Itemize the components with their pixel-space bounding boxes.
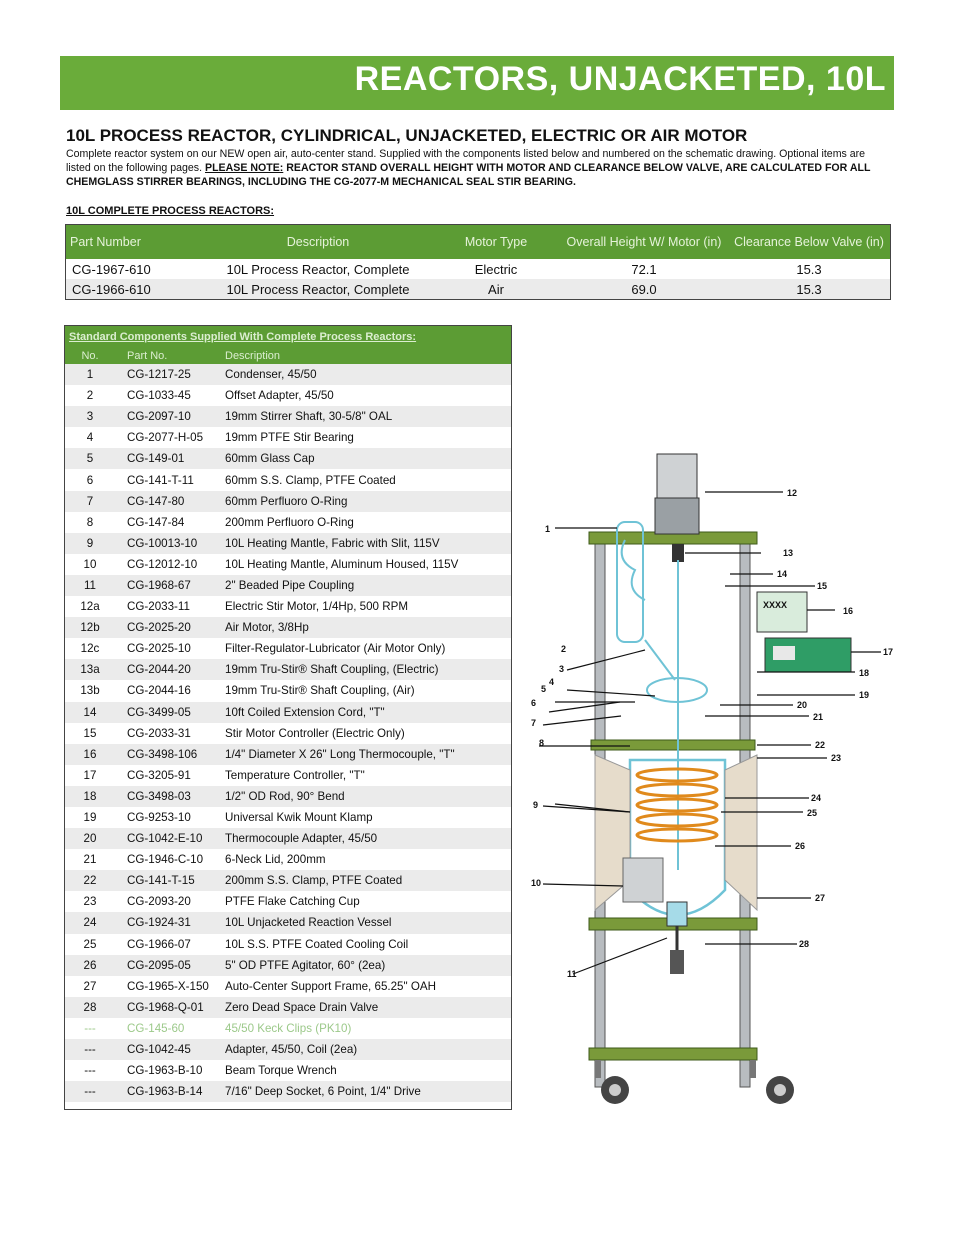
clearance: 15.3 bbox=[728, 279, 891, 300]
description: 60mm Glass Cap bbox=[221, 448, 511, 469]
table-row bbox=[65, 617, 511, 638]
table-row bbox=[65, 997, 511, 1018]
table-row bbox=[65, 723, 511, 744]
part-number: CG-3498-106 bbox=[115, 744, 221, 765]
part-number: CG-9253-10 bbox=[127, 811, 191, 825]
part-number: CG-12012-10 bbox=[127, 557, 198, 571]
callout-label: 8 bbox=[539, 738, 545, 748]
description: 200mm S.S. Clamp, PTFE Coated bbox=[221, 870, 511, 891]
description: 7/16" Deep Socket, 6 Point, 1/4" Drive bbox=[221, 1081, 511, 1102]
col-overall-height: Overall Height W/ Motor (in) bbox=[560, 225, 728, 260]
part-number: CG-1968-Q-01 bbox=[115, 997, 221, 1018]
item-number: 23 bbox=[83, 895, 97, 909]
description: Filter-Regulator-Lubricator (Air Motor Only) bbox=[225, 642, 446, 656]
part-number: CG-2095-05 bbox=[115, 955, 221, 976]
table-row bbox=[65, 976, 511, 997]
description: 10ft Coiled Extension Cord, "T" bbox=[221, 702, 511, 723]
item-number: 8 bbox=[86, 515, 94, 529]
callout-label: 15 bbox=[817, 581, 828, 591]
description: PTFE Flake Catching Cup bbox=[225, 895, 360, 909]
part-number: CG-1217-25 bbox=[115, 364, 221, 385]
item-number: 4 bbox=[86, 431, 94, 445]
controllers bbox=[757, 592, 854, 672]
item-number: 16 bbox=[65, 744, 115, 765]
description: Condenser, 45/50 bbox=[221, 364, 511, 385]
description: Thermocouple Adapter, 45/50 bbox=[221, 828, 511, 849]
callout-label: 28 bbox=[799, 939, 810, 949]
part-number: CG-1033-45 bbox=[127, 389, 191, 403]
complete-reactors-table bbox=[65, 224, 891, 300]
table-row bbox=[65, 912, 511, 933]
overall-height: 72.1 bbox=[560, 259, 728, 279]
part-number: CG-2044-16 bbox=[127, 684, 191, 698]
part-number: CG-1924-31 bbox=[115, 912, 221, 933]
heating-mantle bbox=[595, 755, 757, 910]
note-label: PLEASE NOTE: bbox=[205, 162, 284, 174]
table-row bbox=[65, 638, 511, 659]
part-number: CG-1966-610 bbox=[66, 279, 205, 300]
item-number: 12c bbox=[80, 642, 100, 656]
description: 60mm Perfluoro O-Ring bbox=[221, 491, 511, 512]
table-row bbox=[65, 828, 511, 849]
item-number: 9 bbox=[65, 533, 115, 554]
description: 19mm Tru-Stir® Shaft Coupling, (Electric) bbox=[221, 659, 511, 680]
components-caption: Standard Components Supplied With Complete Process Reactors: bbox=[65, 326, 511, 348]
table-row bbox=[65, 533, 511, 554]
description: 19mm PTFE Stir Bearing bbox=[225, 431, 354, 445]
item-number: 21 bbox=[83, 853, 97, 867]
callout-label: 9 bbox=[533, 800, 539, 810]
description: 10L Heating Mantle, Aluminum Housed, 115V bbox=[225, 557, 459, 571]
description: Stir Motor Controller (Electric Only) bbox=[225, 726, 405, 740]
item-number: 3 bbox=[65, 406, 115, 427]
part-number: CG-10013-10 bbox=[115, 533, 221, 554]
components-table bbox=[65, 326, 511, 1102]
table-row bbox=[65, 680, 511, 701]
part-number: CG-2033-31 bbox=[127, 726, 191, 740]
callout-label: 3 bbox=[559, 664, 565, 674]
item-number: 19 bbox=[83, 811, 97, 825]
callout-label: 17 bbox=[883, 647, 894, 657]
stir-motor bbox=[655, 454, 699, 562]
part-number: CG-1946-C-10 bbox=[127, 853, 204, 867]
part-number: CG-1963-B-14 bbox=[115, 1081, 221, 1102]
description: Beam Torque Wrench bbox=[225, 1064, 337, 1078]
glassware bbox=[617, 522, 725, 915]
part-number: CG-2093-20 bbox=[127, 895, 191, 909]
table-row bbox=[65, 512, 511, 533]
part-number: CG-2025-10 bbox=[127, 642, 191, 656]
description: 1/2" OD Rod, 90° Bend bbox=[221, 786, 511, 807]
part-number: CG-1042-45 bbox=[115, 1039, 221, 1060]
table-row bbox=[65, 934, 511, 955]
description: Electric Stir Motor, 1/4Hp, 500 RPM bbox=[225, 600, 408, 614]
col-clearance: Clearance Below Valve (in) bbox=[728, 225, 891, 260]
motor-type: Electric bbox=[432, 259, 560, 279]
callout-label: 5 bbox=[541, 684, 547, 694]
table-row bbox=[65, 702, 511, 723]
table-row bbox=[66, 259, 891, 279]
item-number: 28 bbox=[65, 997, 115, 1018]
table-row bbox=[65, 744, 511, 765]
col-motor-type: Motor Type bbox=[432, 225, 560, 260]
banner-title: REACTORS, UNJACKETED, 10L bbox=[354, 60, 886, 98]
item-number: 22 bbox=[65, 870, 115, 891]
part-number: CG-141-T-11 bbox=[127, 473, 194, 487]
description: 2" Beaded Pipe Coupling bbox=[221, 575, 511, 596]
part-number: CG-2077-H-05 bbox=[127, 431, 204, 445]
description: 10L S.S. PTFE Coated Cooling Coil bbox=[225, 937, 409, 951]
callout-label: 20 bbox=[797, 700, 808, 710]
item-number: 26 bbox=[65, 955, 115, 976]
callout-label: 10 bbox=[531, 878, 542, 888]
part-number: CG-2097-10 bbox=[115, 406, 221, 427]
description: Universal Kwik Mount Klamp bbox=[225, 811, 373, 825]
reactor-schematic bbox=[525, 440, 900, 1120]
item-number: 2 bbox=[86, 389, 94, 403]
table-row bbox=[65, 955, 511, 976]
part-number: CG-3205-91 bbox=[127, 768, 191, 782]
description: Adapter, 45/50, Coil (2ea) bbox=[221, 1039, 511, 1060]
callout-label: 24 bbox=[811, 793, 822, 803]
table-row bbox=[65, 786, 511, 807]
table-row bbox=[65, 575, 511, 596]
part-number: CG-147-84 bbox=[127, 515, 185, 529]
callout-label: 18 bbox=[859, 668, 870, 678]
table-row bbox=[65, 1018, 511, 1039]
callout-label: 13 bbox=[783, 548, 794, 558]
item-number: 27 bbox=[83, 979, 97, 993]
description: 45/50 Keck Clips (PK10) bbox=[225, 1021, 352, 1035]
table-row bbox=[65, 406, 511, 427]
callout-label: 1 bbox=[545, 524, 551, 534]
part-number: CG-1966-07 bbox=[127, 937, 191, 951]
motor-type: Air bbox=[432, 279, 560, 300]
description: Air Motor, 3/8Hp bbox=[221, 617, 511, 638]
callout-label: 23 bbox=[831, 753, 842, 763]
part-number: CG-2025-20 bbox=[115, 617, 221, 638]
table-row bbox=[65, 765, 511, 786]
item-number: 11 bbox=[65, 575, 115, 596]
table-row bbox=[65, 891, 511, 912]
callouts bbox=[531, 488, 893, 979]
callout-label: 16 bbox=[843, 606, 854, 616]
part-number: CG-2044-20 bbox=[115, 659, 221, 680]
part-number: CG-141-T-15 bbox=[115, 870, 221, 891]
callout-label: 27 bbox=[815, 893, 826, 903]
table-row bbox=[65, 870, 511, 891]
col-description: Description bbox=[221, 348, 511, 364]
controller-display: XXXX bbox=[763, 600, 788, 610]
item-number: 20 bbox=[65, 828, 115, 849]
callout-label: 6 bbox=[531, 698, 537, 708]
description: Auto-Center Support Frame, 65.25" OAH bbox=[225, 979, 436, 993]
description: 200mm Perfluoro O-Ring bbox=[225, 515, 354, 529]
table-row bbox=[65, 1060, 511, 1081]
item-number: --- bbox=[84, 1064, 96, 1078]
callout-label: 4 bbox=[549, 677, 555, 687]
item-number: 12b bbox=[65, 617, 115, 638]
overall-height: 69.0 bbox=[560, 279, 728, 300]
item-number: 6 bbox=[86, 473, 94, 487]
complete-reactors-heading: 10L COMPLETE PROCESS REACTORS: bbox=[66, 205, 275, 217]
description: 1/4" Diameter X 26" Long Thermocouple, "T" bbox=[221, 744, 511, 765]
col-part-number: Part Number bbox=[66, 225, 205, 260]
description: 10L Unjacketed Reaction Vessel bbox=[221, 912, 511, 933]
part-number: CG-3499-05 bbox=[115, 702, 221, 723]
col-no: No. bbox=[65, 348, 115, 364]
item-number: 12a bbox=[80, 600, 100, 614]
description: 10L Process Reactor, Complete bbox=[204, 259, 432, 279]
description: 10L Process Reactor, Complete bbox=[204, 279, 432, 300]
table-row bbox=[65, 1039, 511, 1060]
intro-text: Complete reactor system on our NEW open air, auto-center stand. Supplied with the components listed below and numbered on the schematic drawing. Optional items are listed on the following pages. bbox=[66, 148, 866, 174]
description: Zero Dead Space Drain Valve bbox=[221, 997, 511, 1018]
components-body bbox=[65, 364, 511, 1102]
table-row bbox=[65, 427, 511, 448]
clearance: 15.3 bbox=[728, 259, 891, 279]
callout-label: 22 bbox=[815, 740, 826, 750]
item-number: 25 bbox=[83, 937, 97, 951]
part-number: CG-1963-B-10 bbox=[127, 1064, 203, 1078]
item-number: 24 bbox=[65, 912, 115, 933]
table-row bbox=[66, 279, 891, 300]
item-number: 15 bbox=[83, 726, 97, 740]
col-description: Description bbox=[204, 225, 432, 260]
item-number: --- bbox=[65, 1039, 115, 1060]
product-title: 10L PROCESS REACTOR, CYLINDRICAL, UNJACKETED, ELECTRIC OR AIR MOTOR bbox=[66, 126, 748, 145]
description: Temperature Controller, "T" bbox=[225, 768, 365, 782]
description: 19mm Tru-Stir® Shaft Coupling, (Air) bbox=[225, 684, 415, 698]
header-banner bbox=[60, 56, 894, 110]
table-row bbox=[65, 448, 511, 469]
callout-label: 19 bbox=[859, 690, 870, 700]
callout-label: 14 bbox=[777, 569, 788, 579]
description: 5" OD PTFE Agitator, 60° (2ea) bbox=[221, 955, 511, 976]
callout-label: 21 bbox=[813, 712, 824, 722]
table-row bbox=[65, 849, 511, 870]
description: 6-Neck Lid, 200mm bbox=[225, 853, 326, 867]
table-header-row bbox=[66, 225, 891, 260]
item-number: 13a bbox=[65, 659, 115, 680]
part-number: CG-1965-X-150 bbox=[127, 979, 209, 993]
table-row bbox=[65, 364, 511, 385]
part-number: CG-2033-11 bbox=[127, 600, 190, 614]
part-number: CG-149-01 bbox=[115, 448, 221, 469]
item-number: 13b bbox=[80, 684, 100, 698]
table-row bbox=[65, 1081, 511, 1102]
table-row bbox=[65, 596, 511, 617]
item-number: 10 bbox=[83, 557, 97, 571]
callout-label: 26 bbox=[795, 841, 806, 851]
item-number: --- bbox=[65, 1081, 115, 1102]
table-row bbox=[65, 469, 511, 490]
item-number: 5 bbox=[65, 448, 115, 469]
table-header-row bbox=[65, 348, 511, 364]
drain-valve bbox=[667, 902, 687, 974]
item-number: 17 bbox=[83, 768, 97, 782]
table-row bbox=[65, 491, 511, 512]
note-text: REACTOR STAND OVERALL HEIGHT WITH MOTOR AND CLEARANCE BELOW VALVE, ARE CALCULATED FOR ALL CHEMGLASS STIRRER BEARINGS, INCLUDING THE CG-2077-M MECHANICAL SEAL STIR BEARING. bbox=[66, 162, 871, 188]
part-number: CG-3498-03 bbox=[115, 786, 221, 807]
table-row bbox=[65, 554, 511, 575]
col-part-no: Part No. bbox=[115, 348, 221, 364]
callout-label: 7 bbox=[531, 718, 537, 728]
description: 10L Heating Mantle, Fabric with Slit, 115V bbox=[221, 533, 511, 554]
table-row bbox=[65, 385, 511, 406]
description: 19mm Stirrer Shaft, 30-5/8" OAL bbox=[221, 406, 511, 427]
item-number: --- bbox=[84, 1021, 96, 1035]
description: Offset Adapter, 45/50 bbox=[225, 389, 334, 403]
product-intro bbox=[66, 147, 890, 189]
part-number: CG-1042-E-10 bbox=[115, 828, 221, 849]
item-number: 7 bbox=[65, 491, 115, 512]
item-number: 14 bbox=[65, 702, 115, 723]
table-row bbox=[65, 807, 511, 828]
callout-label: 12 bbox=[787, 488, 798, 498]
part-number: CG-145-60 bbox=[127, 1021, 185, 1035]
item-number: 18 bbox=[65, 786, 115, 807]
callout-label: 2 bbox=[561, 644, 567, 654]
item-number: 1 bbox=[65, 364, 115, 385]
table-row bbox=[65, 659, 511, 680]
description: 60mm S.S. Clamp, PTFE Coated bbox=[225, 473, 396, 487]
callout-label: 25 bbox=[807, 808, 818, 818]
callout-label: 11 bbox=[567, 969, 577, 979]
part-number: CG-1968-67 bbox=[115, 575, 221, 596]
part-number: CG-147-80 bbox=[115, 491, 221, 512]
part-number: CG-1967-610 bbox=[66, 259, 205, 279]
components-table-container bbox=[64, 325, 512, 1110]
